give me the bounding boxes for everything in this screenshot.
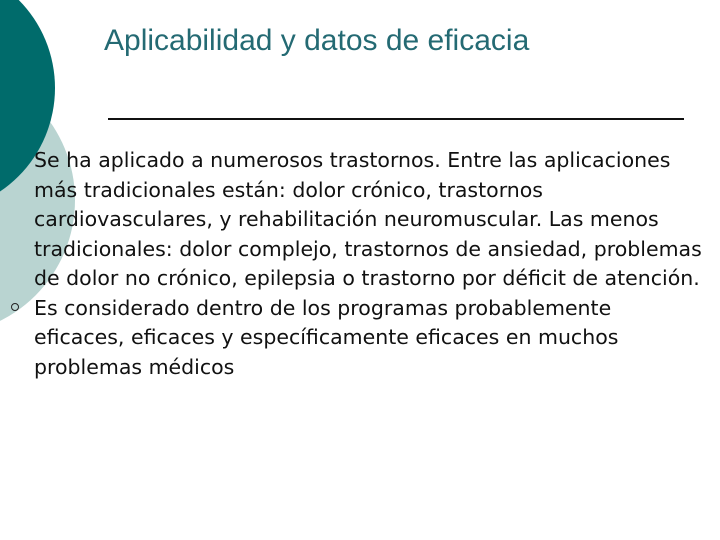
title-underline <box>108 118 684 120</box>
bullet-text: Se ha aplicado a numerosos trastornos. Entre las aplicaciones más tradicionales están: dolor crónico, trastornos cardiovasculares, y rehabilitación neuromuscular. Las menos tradicionales: dolor complejo, trastornos de ansiedad, problemas de dolor no crónico, epilepsia o trastorno por déficit de atención. <box>34 148 702 290</box>
bullet-item-efficacy <box>26 294 706 383</box>
bullet-text: Es considerado dentro de los programas probablemente eficaces, eficaces y específicamente eficaces en muchos problemas médicos <box>34 295 619 379</box>
bullet-list <box>26 146 706 382</box>
slide-title: Aplicabilidad y datos de eficacia <box>104 24 530 57</box>
hollow-circle-bullet-icon <box>11 303 19 311</box>
bullet-item-applications <box>26 146 706 294</box>
